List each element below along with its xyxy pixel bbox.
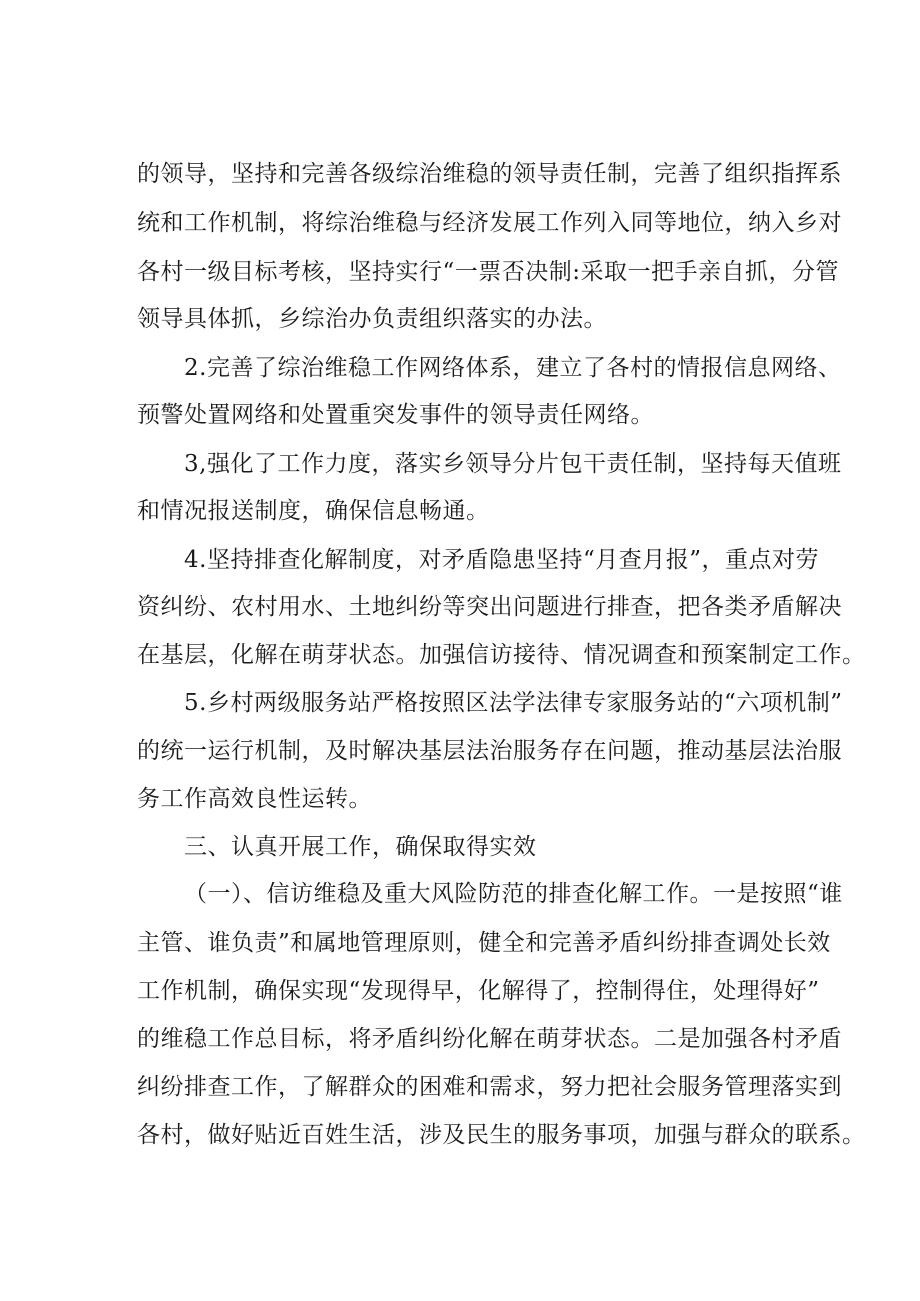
text-line: 的领导，坚持和完善各级综治维稳的领导责任制，完善了组织指挥系	[137, 161, 842, 187]
text-line: 5.乡村两级服务站严格按照区法学法律专家服务站的“六项机制”	[184, 690, 843, 716]
text-line: 纠纷排查工作，了解群众的困难和需求，努力把社会服务管理落实到	[137, 1074, 842, 1100]
text-line: 主管、谁负责”和属地管理原则，健全和完善矛盾纠纷排查调处长效	[137, 930, 831, 956]
text-line: 3,强化了工作力度，落实乡领导分片包干责任制，坚持每天值班	[184, 451, 842, 477]
section-heading: 三、认真开展工作，确保取得实效	[184, 834, 537, 860]
text-line: 的维稳工作总目标，将矛盾纠纷化解在萌芽状态。二是加强各村矛盾	[137, 1026, 842, 1052]
text-line: 各村一级目标考核，坚持实行“一票否决制:采取一把手亲自抓，分管	[137, 259, 840, 285]
text-line: 4.坚持排查化解制度，对矛盾隐患坚持“月查月报”，重点对劳	[184, 547, 819, 573]
text-line: 领导具体抓，乡综治办负责组织落实的办法。	[137, 306, 607, 332]
text-line: 工作机制，确保实现“发现得早，化解得了，控制得住，处理得好”	[137, 978, 820, 1004]
text-line: （一）、信访维稳及重大风险防范的排查化解工作。一是按照“谁	[184, 881, 843, 907]
text-line: 统和工作机制，将综治维稳与经济发展工作列入同等地位，纳入乡对	[137, 210, 842, 236]
text-line: 资纠纷、农村用水、土地纠纷等突出问题进行排查，把各类矛盾解决	[137, 594, 842, 620]
text-line: 2.完善了综治维稳工作网络体系，建立了各村的情报信息网络、	[184, 355, 842, 381]
text-line: 各村，做好贴近百姓生活，涉及民生的服务事项，加强与群众的联系。	[137, 1122, 866, 1148]
text-line: 务工作高效良性运转。	[137, 786, 372, 812]
text-line: 在基层，化解在萌芽状态。加强信访接待、情况调查和预案制定工作。	[137, 642, 866, 668]
text-line: 和情况报送制度，确保信息畅通。	[137, 498, 490, 524]
text-line: 的统一运行机制，及时解决基层法治服务存在问题，推动基层法治服	[137, 738, 842, 764]
text-line: 预警处置网络和处置重突发事件的领导责任网络。	[137, 402, 654, 428]
